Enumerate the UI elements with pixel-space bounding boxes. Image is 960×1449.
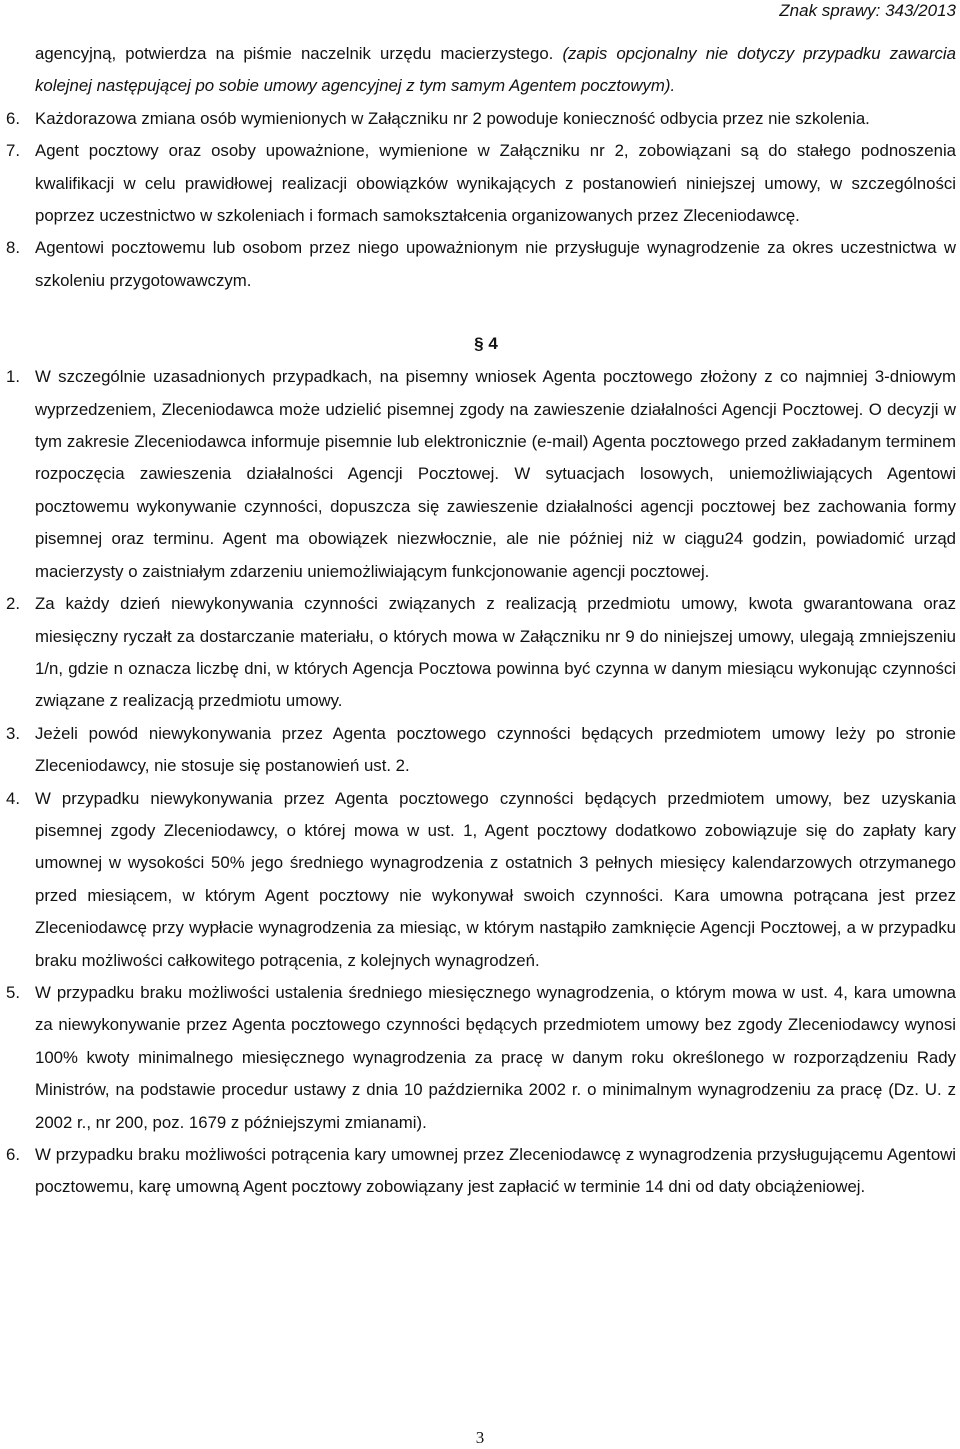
list-item [6,1139,956,1204]
item-text: Jeżeli powód niewykonywania przez Agenta pocztowego czynności będących przedmiotem umowy leży po stronie Zleceniodawcy, nie stosuje się postanowień ust. 2. [35,723,956,776]
list-item [6,361,956,588]
list-item [6,232,956,297]
item-number: 3. [6,723,20,743]
item-text: W przypadku niewykonywania przez Agenta pocztowego czynności będących przedmiotem umowy, bez uzyskania pisemnej zgody Zleceniodawcy, o której mowa w ust. 1, Agent pocztowy dodatkowo zobowiązuje się do zapłaty kary umownej w wysokości 50% jego średniego wynagrodzenia z ostatnich 3 pełnych miesięcy kalendarzowych otrzymanego przed miesiącem, w którym Agent pocztowy nie wykonywał swoich czynności. Kara umowna potrącana jest przez Zleceniodawcę przy wypłacie wynagrodzenia za miesiąc, w którym nastąpiło zamknięcie Agencji Pocztowej, a w przypadku braku możliwości całkowitego potrącenia, z kolejnych wynagrodzeń. [35,788,956,970]
case-reference: Znak sprawy: 343/2013 [779,1,956,20]
item-number: 5. [6,982,20,1002]
page-number: 3 [475,1428,485,1447]
item-number: 8. [6,238,20,258]
item-text: Każdorazowa zmiana osób wymienionych w Załączniku nr 2 powoduje konieczność odbycia przez nie szkolenia. [35,108,870,128]
list-item [6,103,956,135]
document-body [6,38,956,1204]
item-number: 1. [6,367,20,387]
list-item [6,977,956,1139]
item-text: W przypadku braku możliwości potrącenia kary umownej przez Zleceniodawcę z wynagrodzenia przysługującemu Agentowi pocztowemu, karę umowną Agent pocztowy zobowiązany jest zapłacić w terminie 14 dni od daty obciążeniowej. [35,1145,956,1197]
item-number: 7. [6,141,20,161]
list-item [6,135,956,232]
item-text: Za każdy dzień niewykonywania czynności związanych z realizacją przedmiotu umowy, kwota gwarantowana oraz miesięczny ryczałt za dostarczanie materiału, o których mowa w Załączniku nr 9 do niniejszej umowy, ulegają zmniejszeniu 1/n, gdzie n oznacza liczbę dni, w których Agencja Pocztowa powinna być czynna w danym miesiącu wykonując czynności związane z realizacją przedmiotu umowy. [35,594,956,711]
list-item [6,718,956,783]
item-text: Agent pocztowy oraz osoby upoważnione, wymienione w Załączniku nr 2, zobowiązani są do stałego podnoszenia kwalifikacji w celu prawidłowej realizacji obowiązków wynikających z postanowień niniejszej umowy, w szczególności poprzez uczestnictwo w szkoleniach i formach samokształcenia organizowanych przez Zleceniodawcę. [35,141,956,226]
item-number: 6. [6,1145,20,1164]
item-text: W przypadku braku możliwości ustalenia średniego miesięcznego wynagrodzenia, o którym mowa w ust. 4, kara umowna za niewykonywanie przez Agenta pocztowego czynności będących przedmiotem umowy bez zgody Zleceniodawcy wynosi 100% kwoty minimalnego miesięcznego wynagrodzenia za pracę w danym roku określonego w rozporządzeniu Rady Ministrów, na podstawie procedur ustawy z dnia 10 października 2002 r. o minimalnym wynagrodzeniu za pracę (Dz. U. z 2002 r., nr 200, poz. 1679 z późniejszymi zmianami). [35,982,956,1132]
continuation-paragraph [35,38,956,103]
section-heading: § 4 [474,334,498,354]
optional-clause-note: (zapis opcjonalny nie dotyczy przypadku zawarcia kolejnej następującej po sobie umowy agencyjnej z tym samym Agentem pocztowym). [35,44,956,96]
item-number: 6. [6,108,20,128]
list-item [6,783,956,977]
item-number: 2. [6,594,20,614]
item-text: Agentowi pocztowemu lub osobom przez niego upoważnionym nie przysługuje wynagrodzenie za okres uczestnictwa w szkoleniu przygotowawczym. [35,238,956,290]
list-item [6,588,956,718]
item-number: 4. [6,788,20,808]
continuation-text: agencyjną, potwierdza na piśmie naczelnik urzędu macierzystego. [35,44,563,63]
item-text: W szczególnie uzasadnionych przypadkach, na pisemny wniosek Agenta pocztowego złożony z co najmniej 3-dniowym wyprzedzeniem, Zleceniodawca może udzielić pisemnej zgody na zawieszenie działalności Agencji Pocztowej. O decyzji w tym zakresie Zleceniodawca informuje pisemnie lub elektronicznie (e-mail) Agenta pocztowego przed zakładanym terminem rozpoczęcia zawieszenia działalności Agencji Pocztowej. W sytuacjach losowych, uniemożliwiających Agentowi pocztowemu wykonywanie czynności, dopuszcza się zawieszenie działalności agencji pocztowej bez zachowania formy pisemnej oraz terminu. Agent ma obowiązek niezwłocznie, ale nie później niż w ciągu24 godzin, powiadomić urząd macierzysty o zaistniałym zdarzeniu uniemożliwiającym funkcjonowanie agencji pocztowej. [35,367,956,581]
